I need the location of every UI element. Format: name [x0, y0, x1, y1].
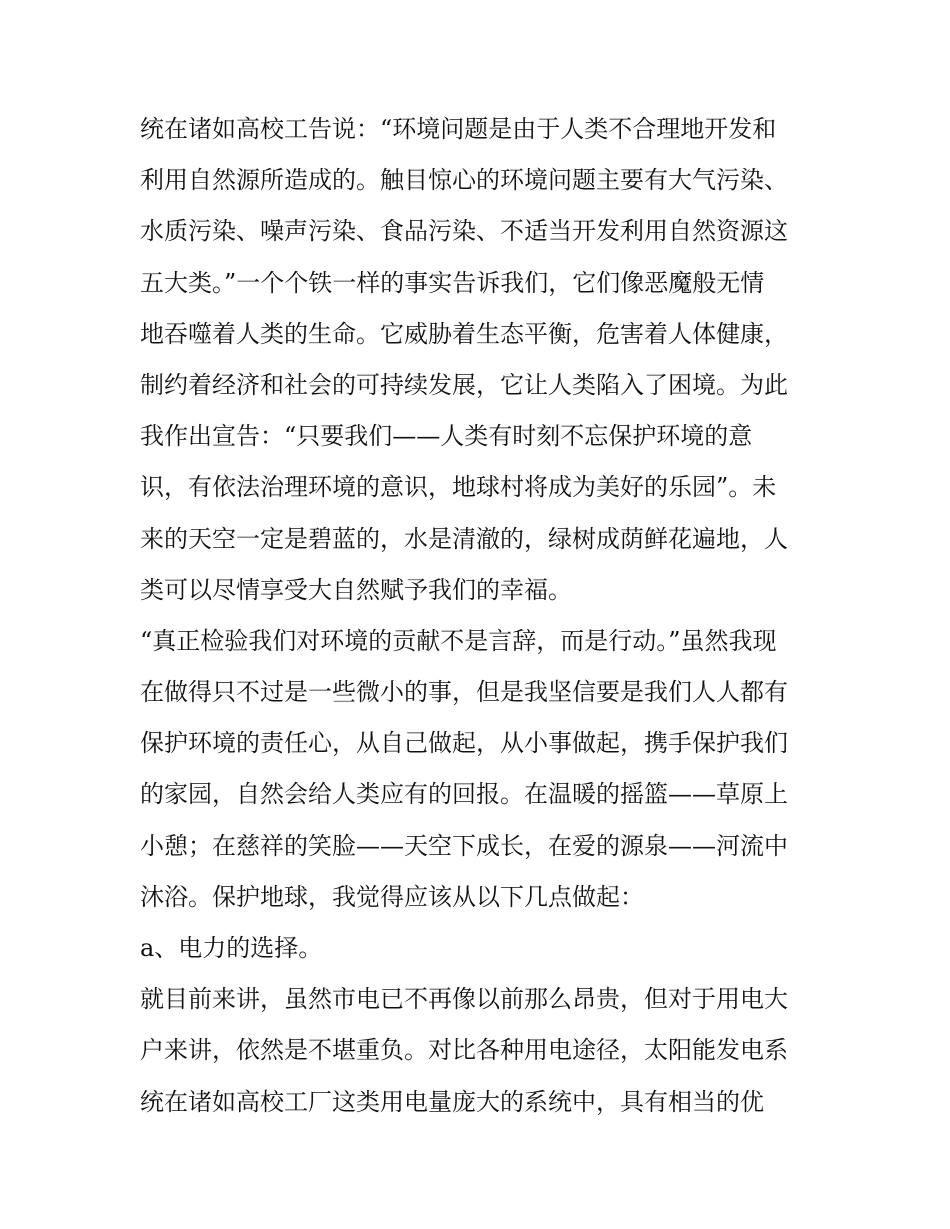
text-line: 户来讲，依然是不堪重负。对比各种用电途径，太阳能发电系: [140, 1036, 788, 1065]
text-line: 的家园，自然会给人类应有的回报。在温暖的摇篮——草原上: [140, 780, 788, 809]
text-line: 沐浴。保护地球，我觉得应该从以下几点做起：: [140, 882, 644, 911]
text-line: 统在诸如高校工厂这类用电量庞大的系统中，具有相当的优: [140, 1087, 764, 1116]
text-line: “真正检验我们对环境的贡献不是言辞，而是行动。”虽然我现: [140, 626, 777, 655]
document-body: [140, 104, 820, 1128]
text-line: 就目前来讲，虽然市电已不再像以前那么昂贵，但对于用电大: [140, 985, 788, 1014]
text-line: 在做得只不过是一些微小的事，但是我坚信要是我们人人都有: [140, 678, 788, 707]
text-line: 统在诸如高校工告说：“环境问题是由于人类不合理地开发和: [140, 115, 777, 143]
text-line: 利用自然源所造成的。触目惊心的环境问题主要有大气污染、: [140, 166, 788, 195]
text-line: 制约着经济和社会的可持续发展，它让人类陷入了困境。为此: [140, 370, 788, 399]
text-line: 我作出宣告：“只要我们——人类有时刻不忘保护环境的意: [140, 422, 753, 451]
text-line: 水质污染、噪声污染、食品污染、不适当开发利用自然资源这: [140, 217, 788, 246]
text-line: 小憩；在慈祥的笑脸——天空下成长，在爱的源泉——河流中: [140, 831, 788, 860]
text-line: 识，有依法治理环境的意识，地球村将成为美好的乐园”。未: [140, 473, 777, 502]
text-line: 来的天空一定是碧蓝的，水是清澈的，绿树成荫鲜花遍地，人: [140, 524, 788, 553]
text-line: 五大类。”一个个铁一样的事实告诉我们，它们像恶魔般无情: [140, 268, 765, 297]
list-item-heading: a、电力的选择。: [140, 934, 323, 962]
text-line: 地吞噬着人类的生命。它威胁着生态平衡，危害着人体健康，: [140, 319, 788, 348]
text-line: 保护环境的责任心，从自己做起，从小事做起，携手保护我们: [140, 729, 788, 758]
text-line: 类可以尽情享受大自然赋予我们的幸福。: [140, 575, 572, 604]
